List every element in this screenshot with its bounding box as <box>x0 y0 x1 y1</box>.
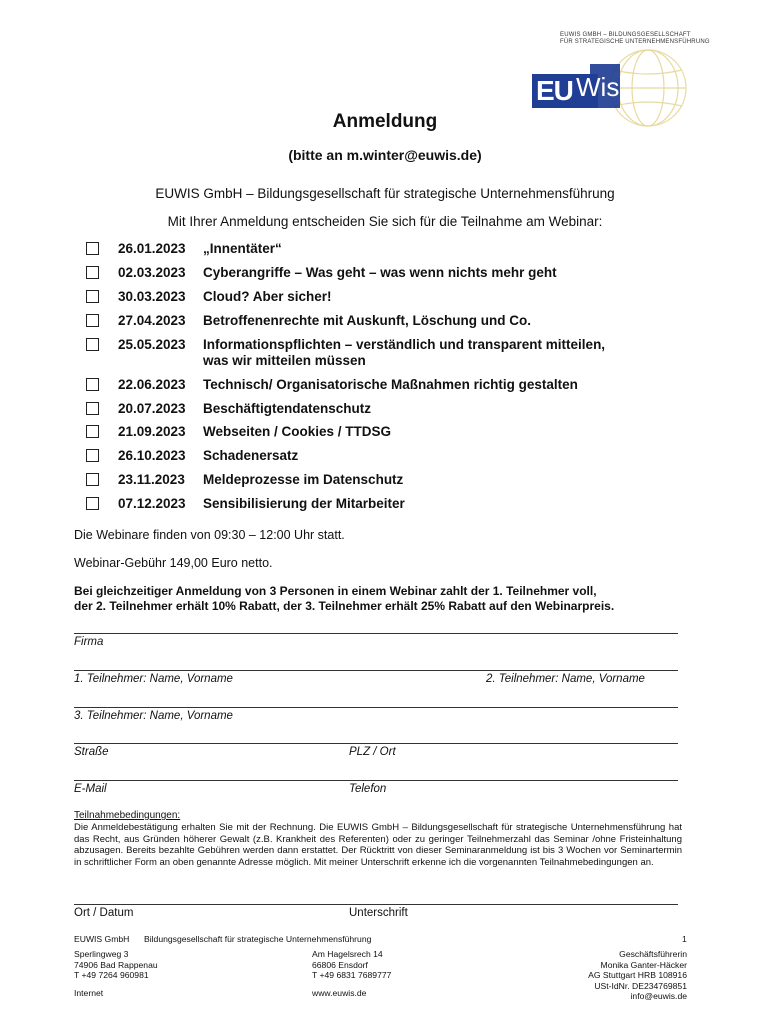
footer-info-line: Monika Ganter-Häcker <box>600 959 687 970</box>
footer-address-2-line: Am Hagelsrech 14 <box>312 949 383 959</box>
webinar-checkbox[interactable] <box>86 338 99 351</box>
street-label: Straße <box>74 746 109 758</box>
participant-1-label: 1. Teilnehmer: Name, Vorname <box>74 673 233 685</box>
webinar-title: Schadenersatz <box>203 448 299 463</box>
webinar-title: Technisch/ Organisatorische Maßnahmen richtig gestalten <box>203 377 578 392</box>
logo-caption-line-1: EUWIS GMBH – BILDUNGSGESELLSCHAFT <box>560 32 691 38</box>
terms-text: Die Anmeldebestätigung erhalten Sie mit der Rechnung. Die EUWIS GmbH – Bildungsgesellschaft für strategische Unternehmensführung hat das Recht, aus Gründen höherer Gewalt (z.B. Krankheit des Referenten) oder zu geringer Teilnehmerzahl das Seminar /ohne Fristeinhaltung abzusagen. Bereits bezahlte Gebühren werden dann erstattet. Der Rücktritt von dieser Seminaranmeldung ist bis 3 Wochen vor Seminartermin in schriftlicher Form an oben genannte Adresse möglich. Mit meiner Unterschrift erkenne ich die vorgenannten Teilnahmebedingungen an. <box>74 822 682 868</box>
webinar-row <box>86 337 706 369</box>
webinar-checkbox[interactable] <box>86 473 99 486</box>
webinar-checkbox[interactable] <box>86 425 99 438</box>
intro-text: Mit Ihrer Anmeldung entscheiden Sie sich für die Teilnahme am Webinar: <box>167 214 603 229</box>
webinar-date: 20.07.2023 <box>118 401 186 416</box>
footer-address-2-line: T +49 6831 7689777 <box>312 970 392 981</box>
webinar-title: Webseiten / Cookies / TTDSG <box>203 424 392 439</box>
webinar-row <box>86 313 706 329</box>
footer-info-line: Geschäftsführerin <box>619 949 687 959</box>
webinar-row <box>86 496 706 512</box>
footer-address-1 <box>74 949 158 981</box>
footer-company-desc: Bildungsgesellschaft für strategische Unternehmensführung <box>144 934 372 944</box>
page-subtitle: (bitte an m.winter@euwis.de) <box>288 147 482 163</box>
terms-heading: Teilnahmebedingungen: <box>74 810 181 821</box>
email-label: E-Mail <box>74 783 107 795</box>
webinar-title: Cloud? Aber sicher! <box>203 289 332 304</box>
webinar-checkbox[interactable] <box>86 242 99 255</box>
footer-info-line: AG Stuttgart HRB 108916 <box>588 970 687 981</box>
webinar-row <box>86 265 706 281</box>
webinar-row <box>86 472 706 488</box>
footer-page-number: 1 <box>682 934 687 944</box>
discount-line-2: der 2. Teilnehmer erhält 10% Rabatt, der 3. Teilnehmer erhält 25% Rabatt auf den Webinarpreis. <box>74 599 615 613</box>
webinar-date: 21.09.2023 <box>118 424 186 439</box>
webinar-title: „Innentäter“ <box>203 241 282 256</box>
firma-line[interactable] <box>74 633 678 634</box>
signature-label: Unterschrift <box>349 907 408 919</box>
webinar-date: 02.03.2023 <box>118 265 186 280</box>
webinar-date: 30.03.2023 <box>118 289 186 304</box>
participant-3-label: 3. Teilnehmer: Name, Vorname <box>74 710 233 722</box>
footer-info-line: USt-IdNr. DE234769851 <box>594 980 687 991</box>
webinar-title: Betroffenenrechte mit Auskunft, Löschung und Co. <box>203 313 532 328</box>
webinar-title: Cyberangriffe – Was geht – was wenn nichts mehr geht <box>203 265 557 280</box>
webinar-title: Sensibilisierung der Mitarbeiter <box>203 496 405 511</box>
webinar-date: 26.10.2023 <box>118 448 186 463</box>
footer-address-2 <box>312 949 391 981</box>
footer-company-info <box>588 949 687 1002</box>
webinar-checkbox[interactable] <box>86 290 99 303</box>
logo-text-eu: EU <box>536 75 573 106</box>
organization-name: EUWIS GmbH – Bildungsgesellschaft für strategische Unternehmensführung <box>155 186 615 201</box>
footer-email-link[interactable]: info@euwis.de <box>630 991 687 1002</box>
footer-address-1-line: 74906 Bad Rappenau <box>74 959 158 970</box>
webinar-checkbox[interactable] <box>86 449 99 462</box>
contact-line[interactable] <box>74 780 678 781</box>
webinar-date: 26.01.2023 <box>118 241 186 256</box>
phone-label: Telefon <box>349 783 387 795</box>
participants-line[interactable] <box>74 670 678 671</box>
discount-line-1: Bei gleichzeitiger Anmeldung von 3 Personen in einem Webinar zahlt der 1. Teilnehmer voll, <box>74 584 597 598</box>
logo-text-wis: Wis <box>576 72 620 102</box>
footer-address-1-line: Sperlingweg 3 <box>74 949 129 959</box>
webinar-row <box>86 289 706 305</box>
firma-label: Firma <box>74 636 104 648</box>
webinar-date: 22.06.2023 <box>118 377 186 392</box>
webinar-title-block <box>203 337 706 369</box>
webinar-row <box>86 424 706 440</box>
address-line[interactable] <box>74 743 678 744</box>
webinar-title: Beschäftigtendatenschutz <box>203 401 372 416</box>
webinar-title: Meldeprozesse im Datenschutz <box>203 472 404 487</box>
zip-city-label: PLZ / Ort <box>349 746 396 758</box>
webinar-checkbox[interactable] <box>86 378 99 391</box>
webinar-checkbox[interactable] <box>86 266 99 279</box>
place-date-label: Ort / Datum <box>74 907 134 919</box>
webinar-row <box>86 241 282 257</box>
webinar-row <box>86 377 706 393</box>
logo-caption-line-2: FÜR STRATEGISCHE UNTERNEHMENSFÜHRUNG <box>560 39 710 45</box>
webinar-title-line-2: was wir mitteilen müssen <box>203 353 366 368</box>
webinar-row <box>86 401 706 417</box>
time-info: Die Webinare finden von 09:30 – 12:00 Uhr statt. <box>74 528 345 542</box>
signature-line[interactable] <box>74 904 678 905</box>
webinar-checkbox[interactable] <box>86 497 99 510</box>
webinar-checkbox[interactable] <box>86 314 99 327</box>
footer-company: EUWIS GmbH <box>74 934 130 944</box>
webinar-date: 23.11.2023 <box>118 472 185 487</box>
footer-internet-label: Internet <box>74 988 104 998</box>
webinar-date: 27.04.2023 <box>118 313 186 328</box>
participant-2-label: 2. Teilnehmer: Name, Vorname <box>486 673 645 685</box>
webinar-title: Informationspflichten – verständlich und transparent mitteilen, <box>203 337 606 352</box>
footer-address-2-line: 66806 Ensdorf <box>312 959 368 970</box>
participant-3-line[interactable] <box>74 707 678 708</box>
webinar-date: 25.05.2023 <box>118 337 186 352</box>
logo-caption <box>560 32 710 46</box>
webinar-row <box>86 448 706 464</box>
fee-info: Webinar-Gebühr 149,00 Euro netto. <box>74 556 273 570</box>
footer-address-1-line: T +49 7264 960981 <box>74 970 149 981</box>
page-title: Anmeldung <box>332 111 438 132</box>
webinar-date: 07.12.2023 <box>118 496 186 511</box>
footer-website-link[interactable]: www.euwis.de <box>312 988 367 998</box>
webinar-checkbox[interactable] <box>86 402 99 415</box>
